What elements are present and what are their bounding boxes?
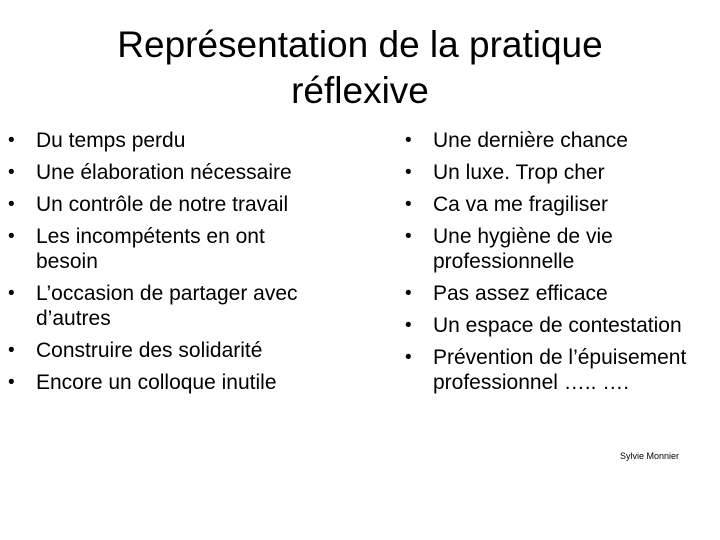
list-item-text: Une hygiène de vie professionnelle xyxy=(433,225,613,273)
bullet-icon: • xyxy=(8,226,15,247)
list-item xyxy=(405,345,705,395)
list-item-text: Prévention de l’épuisement professionnel ….. …. xyxy=(433,346,687,394)
left-bullet-list xyxy=(8,128,318,402)
bullet-icon: • xyxy=(405,283,412,304)
list-item xyxy=(405,313,705,338)
list-item-text: L’occasion de partager avec d’autres xyxy=(36,282,298,330)
list-item xyxy=(8,224,318,274)
bullet-icon: • xyxy=(405,315,412,336)
list-item xyxy=(8,281,318,331)
list-item xyxy=(8,192,318,217)
bullet-icon: • xyxy=(8,340,15,361)
list-item xyxy=(8,338,318,363)
list-item-text: Une dernière chance xyxy=(433,129,628,152)
list-item xyxy=(405,281,705,306)
list-item xyxy=(405,224,705,274)
bullet-icon: • xyxy=(8,162,15,183)
list-item xyxy=(8,370,318,395)
list-item-text: Un contrôle de notre travail xyxy=(36,193,289,216)
bullet-icon: • xyxy=(8,372,15,393)
right-bullet-list xyxy=(405,128,705,402)
list-item-text: Encore un colloque inutile xyxy=(36,371,277,394)
slide-title xyxy=(70,22,650,114)
list-item-text: Pas assez efficace xyxy=(433,282,608,305)
list-item xyxy=(405,192,705,217)
list-item xyxy=(8,160,318,185)
list-item-text: Les incompétents en ont besoin xyxy=(36,225,265,273)
bullet-icon: • xyxy=(405,130,412,151)
list-item-text: Ca va me fragiliser xyxy=(433,193,609,216)
list-item xyxy=(405,128,705,153)
list-item-text: Du temps perdu xyxy=(36,129,186,152)
slide-title-line-2: réflexive xyxy=(291,70,429,111)
list-item xyxy=(8,128,318,153)
bullet-icon: • xyxy=(405,162,412,183)
footer-author: Sylvie Monnier xyxy=(620,451,680,461)
list-item xyxy=(405,160,705,185)
list-item-text: Un espace de contestation xyxy=(433,314,682,337)
bullet-icon: • xyxy=(8,194,15,215)
list-item-text: Un luxe. Trop cher xyxy=(433,161,605,184)
bullet-icon: • xyxy=(8,130,15,151)
bullet-icon: • xyxy=(405,347,412,368)
list-item-text: Construire des solidarité xyxy=(36,339,263,362)
slide-title-line-1: Représentation de la pratique xyxy=(117,24,603,65)
list-item-text: Une élaboration nécessaire xyxy=(36,161,292,184)
bullet-icon: • xyxy=(405,194,412,215)
bullet-icon: • xyxy=(8,283,15,304)
bullet-icon: • xyxy=(405,226,412,247)
